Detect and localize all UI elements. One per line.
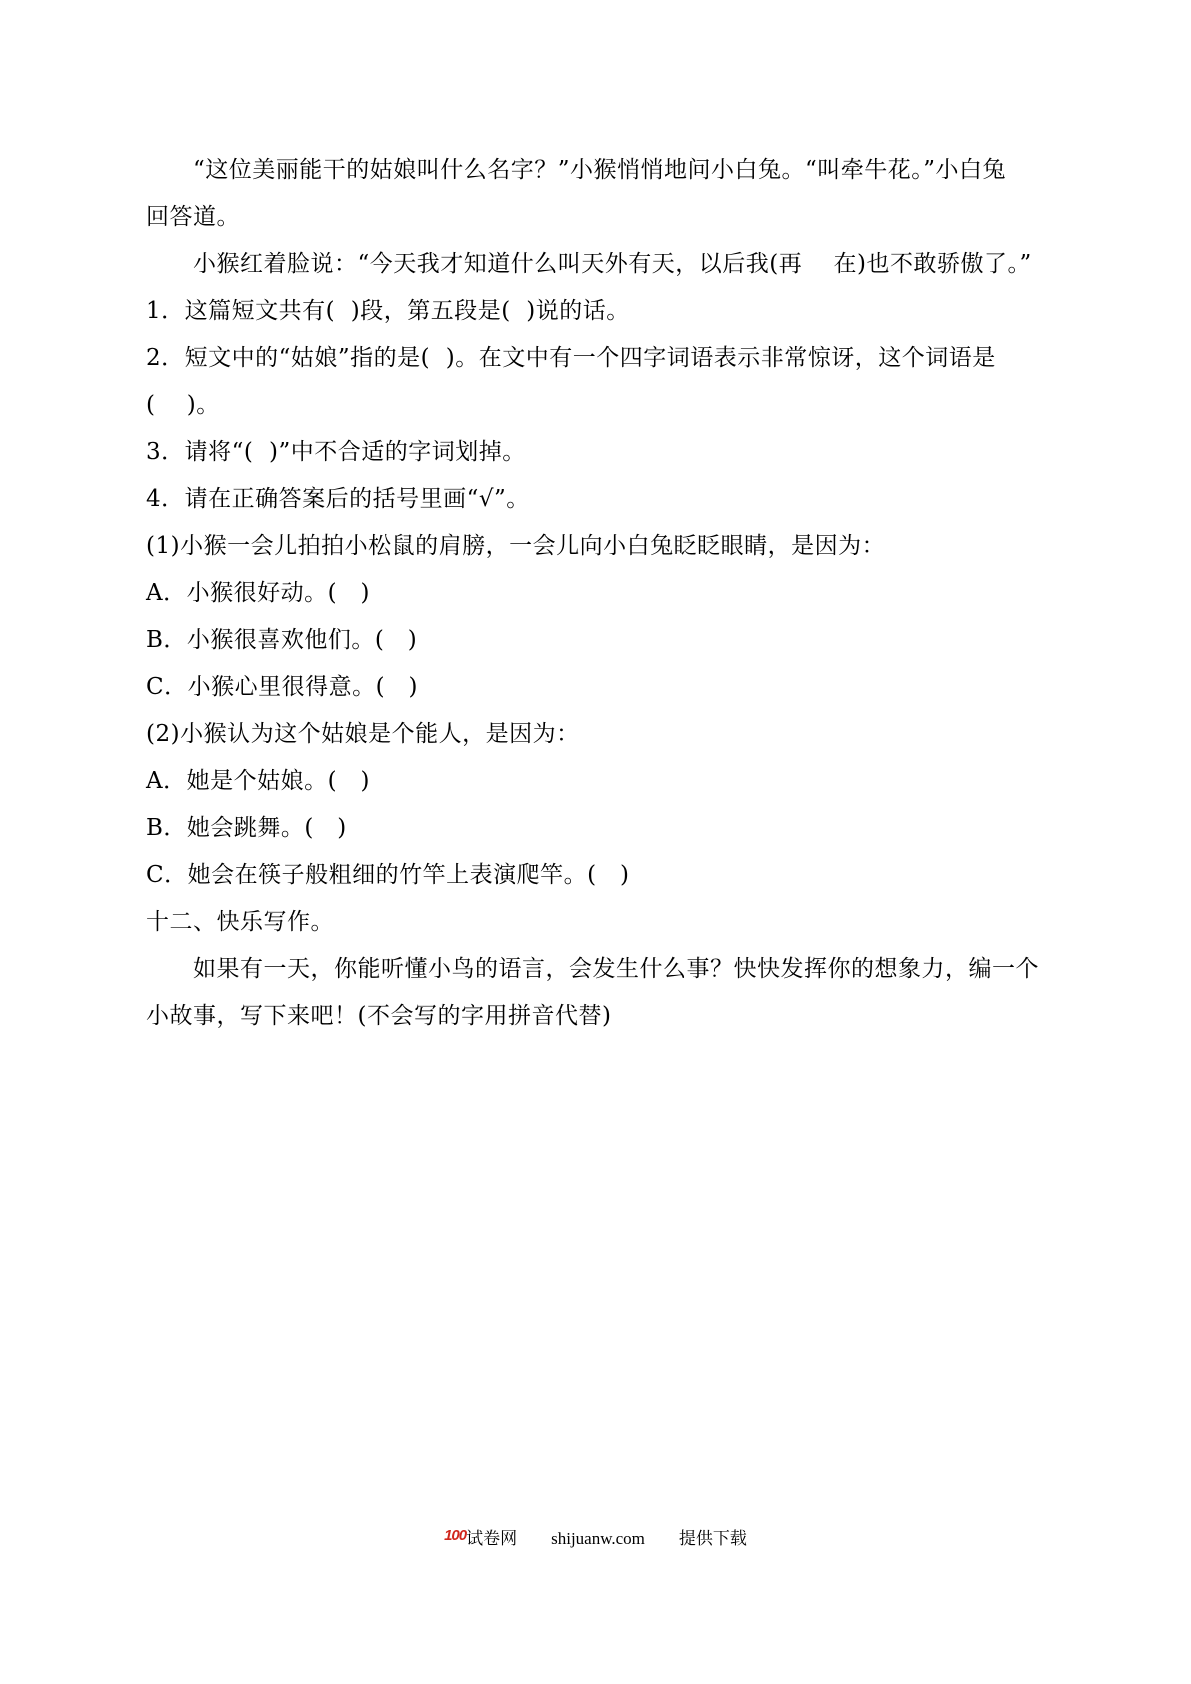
logo-text: 试卷网 xyxy=(466,1529,518,1548)
question-2-continued: ( )。 xyxy=(146,392,220,418)
section-12-prompt-line: 如果有一天，你能听懂小鸟的语言，会发生什么事？快快发挥你的想象力，编一个 xyxy=(193,956,1039,982)
section-12-title: 十二、快乐写作。 xyxy=(146,909,334,935)
question-1: 1．这篇短文共有( )段，第五段是( )说的话。 xyxy=(146,298,630,324)
section-12-prompt-line: 小故事，写下来吧！(不会写的字用拼音代替) xyxy=(146,1003,612,1029)
page-footer xyxy=(0,1524,1191,1549)
document-body xyxy=(146,147,1066,1040)
sub-question-2-option-a: A．她是个姑娘。( ) xyxy=(146,768,370,794)
footer-tagline: 提供下载 xyxy=(678,1529,747,1548)
sub-question-2-option-c: C．她会在筷子般粗细的竹竿上表演爬竿。( ) xyxy=(146,862,630,888)
passage-paragraph-line: 回答道。 xyxy=(146,204,240,230)
question-4: 4．请在正确答案后的括号里画“√”。 xyxy=(146,486,530,512)
question-2: 2．短文中的“姑娘”指的是( )。在文中有一个四字词语表示非常惊讶，这个词语是 xyxy=(146,345,996,371)
sub-question-1-stem: (1)小猴一会儿拍拍小松鼠的肩膀，一会儿向小白兔眨眨眼睛，是因为： xyxy=(146,533,886,559)
question-3: 3．请将“( )”中不合适的字词划掉。 xyxy=(146,439,526,465)
sub-question-1-option-c: C．小猴心里很得意。( ) xyxy=(146,674,418,700)
sub-question-1-option-a: A．小猴很好动。( ) xyxy=(146,580,370,606)
passage-paragraph-line: “这位美丽能干的姑娘叫什么名字？”小猴悄悄地问小白兔。“叫牵牛花。”小白兔 xyxy=(193,157,1007,183)
passage-paragraph-line: 小猴红着脸说：“今天我才知道什么叫天外有天，以后我(再 在)也不敢骄傲了。” xyxy=(193,251,1032,277)
logo-number: 100 xyxy=(444,1527,467,1544)
sub-question-2-option-b: B．她会跳舞。( ) xyxy=(146,815,347,841)
site-url: shijuanw.com xyxy=(551,1529,645,1548)
sub-question-1-option-b: B．小猴很喜欢他们。( ) xyxy=(146,627,418,653)
sub-question-2-stem: (2)小猴认为这个姑娘是个能人，是因为： xyxy=(146,721,580,747)
